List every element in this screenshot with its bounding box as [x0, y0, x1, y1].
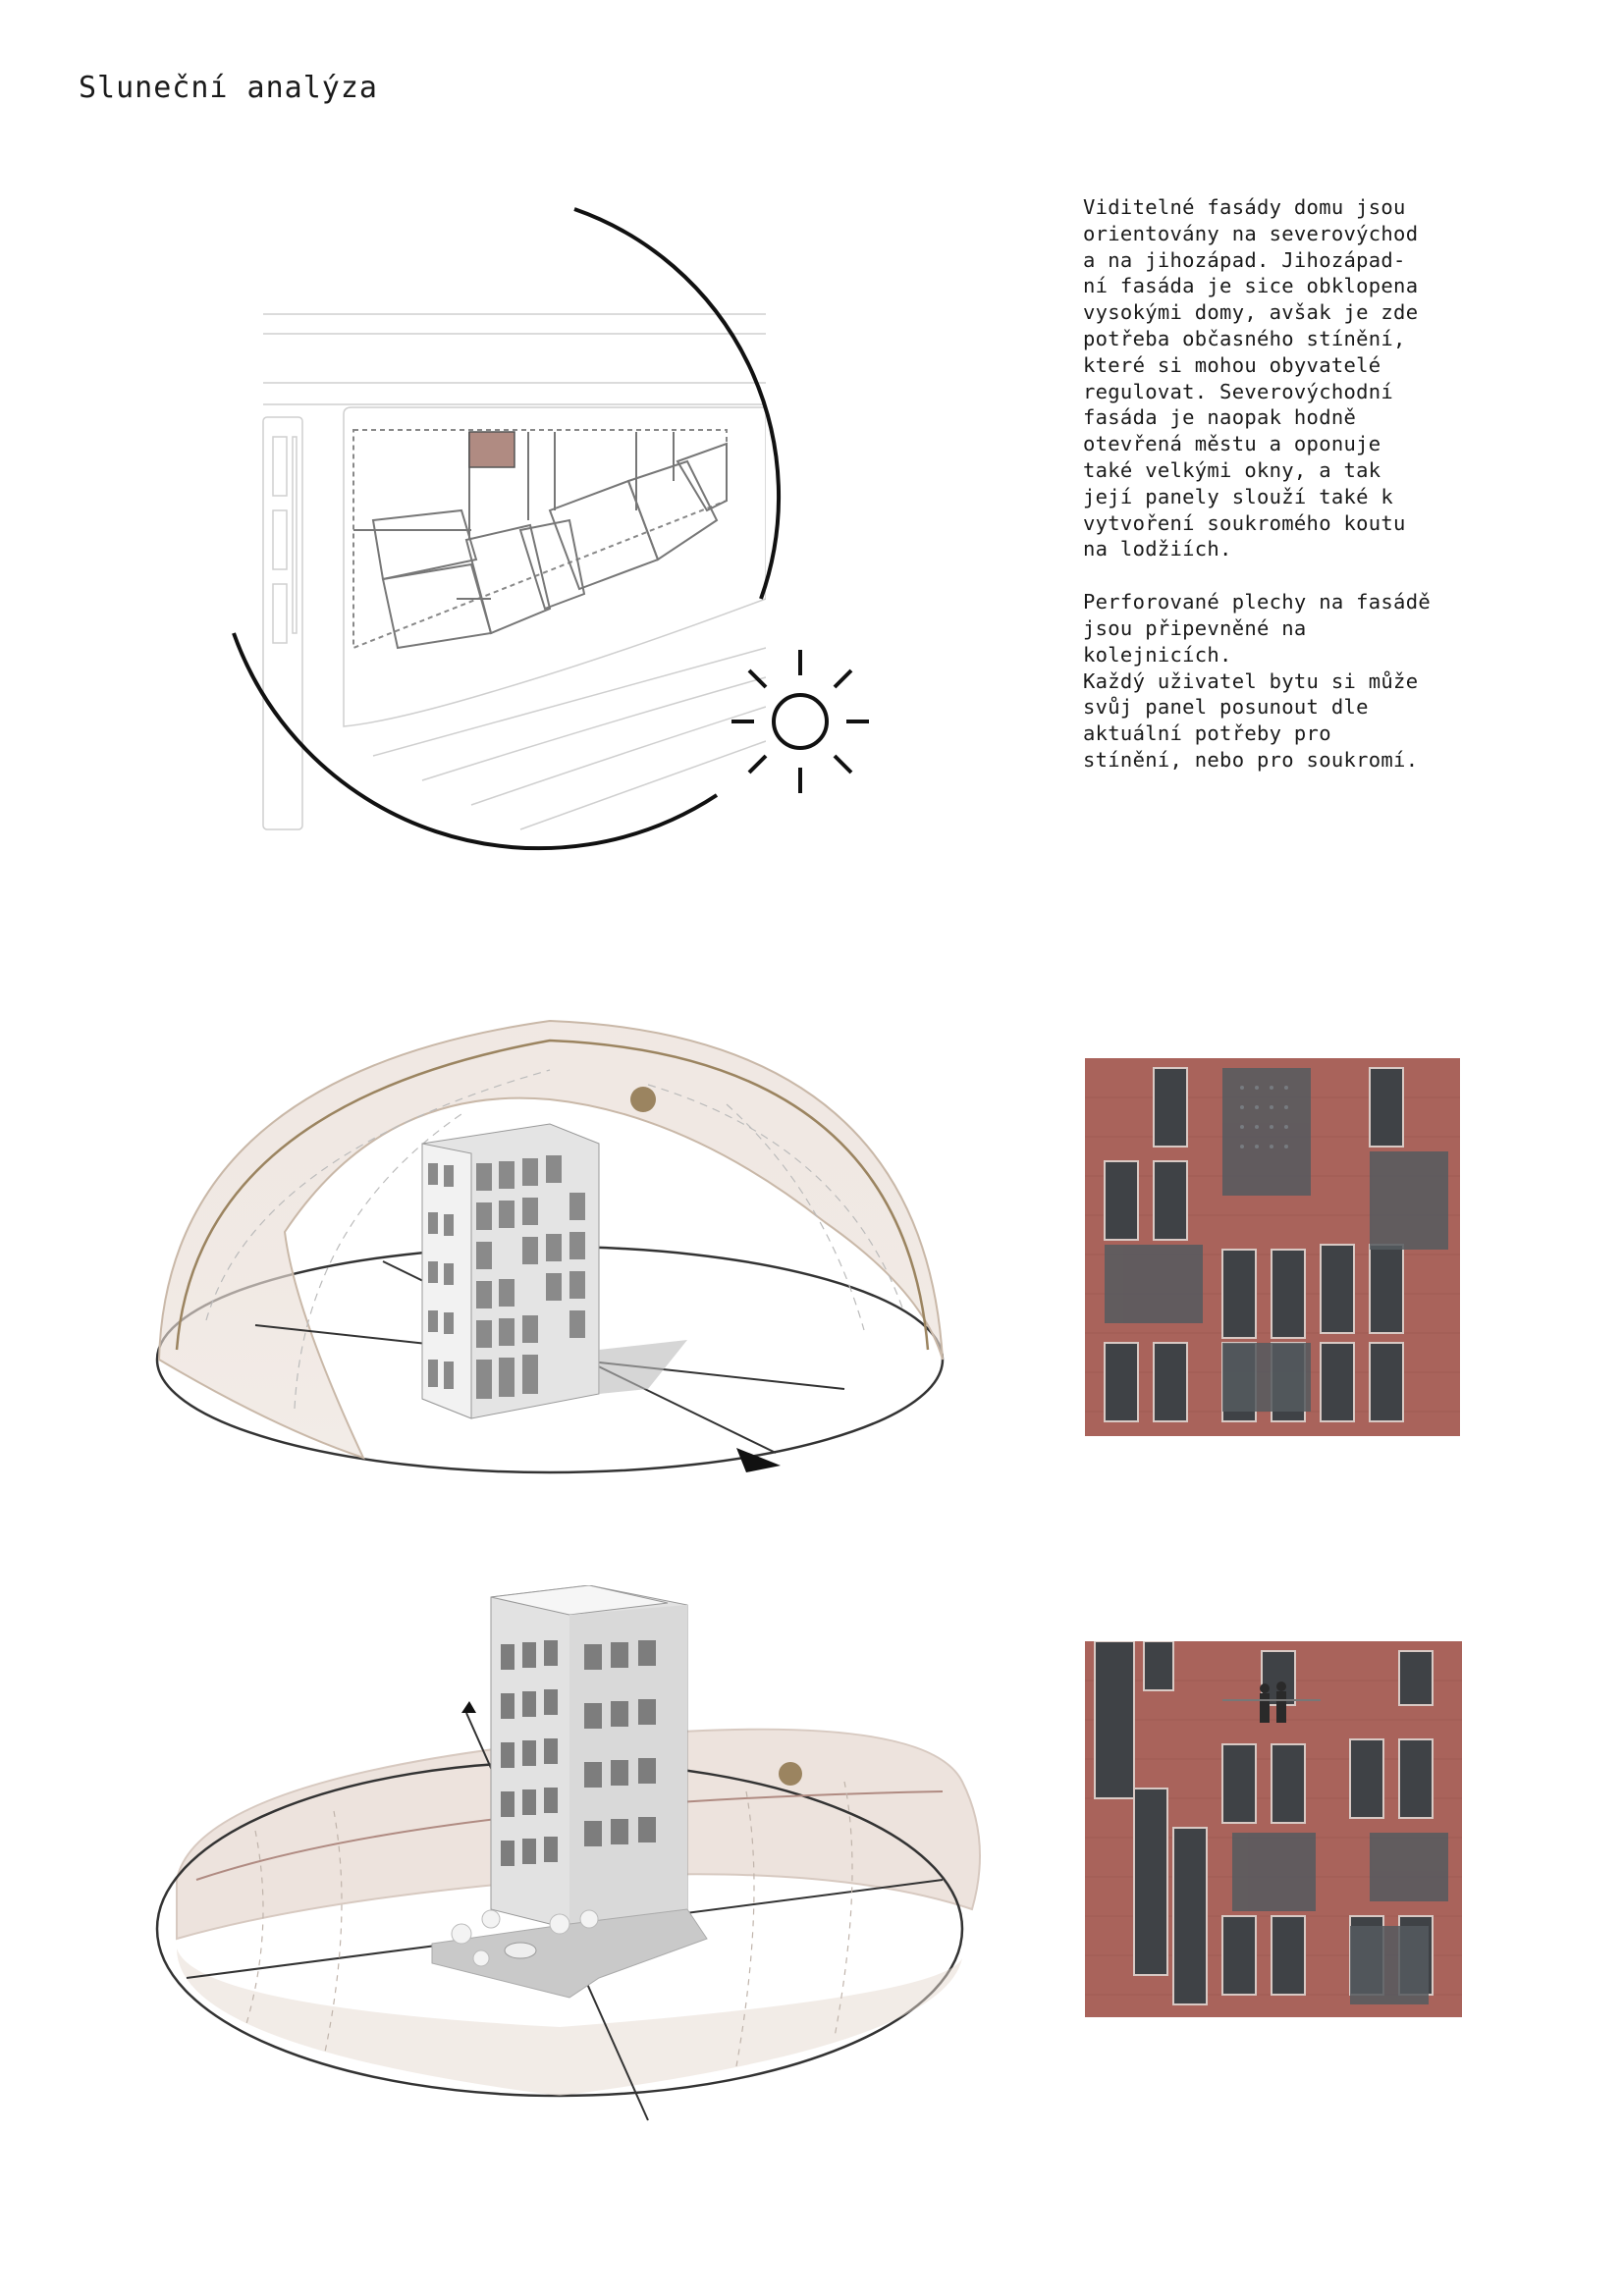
facade-render-bottom — [1085, 1641, 1462, 2017]
description-paragraph-1: Viditelné fasády domu jsou orientovány na severovýchod a na jihozápad. Jihozápad- ní fasáda je sice obklopena vysokými domy, avšak je zde potřeba občasného stínění, které si mohou obyvatelé regulovat. Severovýchodní fasáda je naopak hodně otevřená městu a oponuje také velkými okny, a tak její panely slouží také k vytvoření soukromého koutu na lodžiích. — [1083, 195, 1419, 561]
winter-sun-position — [779, 1762, 802, 1786]
site-plan-streets — [263, 314, 766, 829]
sun-dome-summer-diagram — [137, 996, 982, 1507]
description-paragraph-2: Perforované plechy na fasádě jsou připevněné na kolejnicích. Každý uživatel bytu si může svůj panel posunout dle aktuální potřeby pro stínění, nebo pro soukromí. — [1083, 590, 1431, 772]
site-plan-highlighted-building — [469, 432, 514, 467]
summer-sun-position — [630, 1087, 656, 1112]
sun-path-arc-lower — [234, 633, 717, 848]
summer-building — [422, 1124, 687, 1418]
sun-orbit-winter-diagram — [137, 1585, 1001, 2135]
site-plan-side-mask — [766, 187, 903, 874]
page-title: Sluneční analýza — [79, 71, 378, 105]
site-plan-blocks — [353, 430, 727, 648]
site-plan-diagram — [196, 187, 903, 874]
description-text — [1083, 194, 1574, 774]
facade-render-top — [1085, 1058, 1460, 1436]
